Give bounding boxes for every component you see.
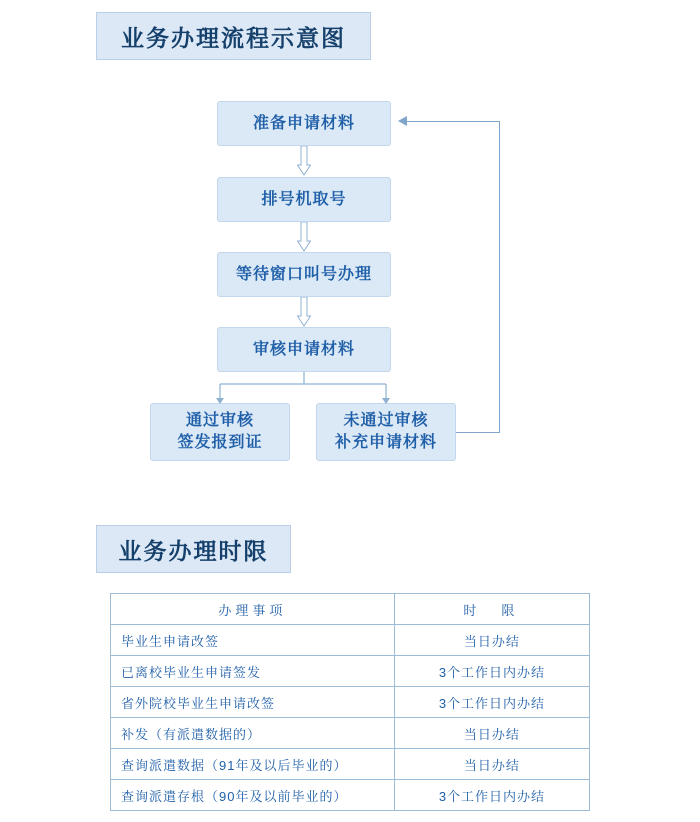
- flow-node-prepare-materials: [217, 101, 391, 146]
- table-cell-limit: 当日办结: [394, 749, 589, 780]
- flow-node-label: 通过审核 签发报到证: [177, 412, 263, 451]
- table-row: [111, 780, 590, 811]
- flow-node-label: 审核申请材料: [252, 340, 355, 358]
- table-row: [111, 687, 590, 718]
- time-section-title: 业务办理时限: [96, 525, 291, 573]
- flow-section-title: 业务办理流程示意图: [96, 12, 371, 60]
- arrow-left-icon: [398, 116, 407, 126]
- arrow-down-icon: [297, 297, 311, 327]
- table-cell-item: 省外院校毕业生申请改签: [111, 687, 395, 718]
- feedback-line-bottom: [456, 432, 500, 433]
- table-cell-limit: 3个工作日内办结: [394, 780, 589, 811]
- table-cell-item: 查询派遣存根（90年及以前毕业的）: [111, 780, 395, 811]
- flow-node-label: 排号机取号: [261, 190, 347, 208]
- table-cell-item: 毕业生申请改签: [111, 625, 395, 656]
- table-cell-limit: 当日办结: [394, 625, 589, 656]
- table-cell-limit: 3个工作日内办结: [394, 656, 589, 687]
- flow-node-label: 等待窗口叫号办理: [235, 265, 372, 283]
- table-header-item: 办理事项: [111, 594, 395, 625]
- flow-node-label: 未通过审核 补充申请材料: [334, 412, 437, 451]
- feedback-line-top: [400, 121, 500, 122]
- table-cell-limit: 当日办结: [394, 718, 589, 749]
- table-cell-item: 查询派遣数据（91年及以后毕业的）: [111, 749, 395, 780]
- table-row: [111, 625, 590, 656]
- flow-node-take-number: [217, 177, 391, 222]
- processing-time-table: [110, 593, 590, 811]
- flow-node-wait-window: [217, 252, 391, 297]
- split-connector: [150, 370, 460, 406]
- table-header-limit: 时 限: [394, 594, 589, 625]
- feedback-line-right: [499, 121, 500, 432]
- arrow-down-icon: [297, 222, 311, 252]
- table-cell-item: 补发（有派遣数据的）: [111, 718, 395, 749]
- table-header-row: [111, 594, 590, 625]
- table-row: [111, 718, 590, 749]
- flow-node-failed-review: [316, 403, 456, 461]
- table-cell-item: 已离校毕业生申请签发: [111, 656, 395, 687]
- arrow-down-icon: [297, 146, 311, 176]
- flow-node-label: 准备申请材料: [252, 114, 355, 132]
- table-cell-limit: 3个工作日内办结: [394, 687, 589, 718]
- table-row: [111, 656, 590, 687]
- table-row: [111, 749, 590, 780]
- flow-node-passed-review: [150, 403, 290, 461]
- flow-node-review-materials: [217, 327, 391, 372]
